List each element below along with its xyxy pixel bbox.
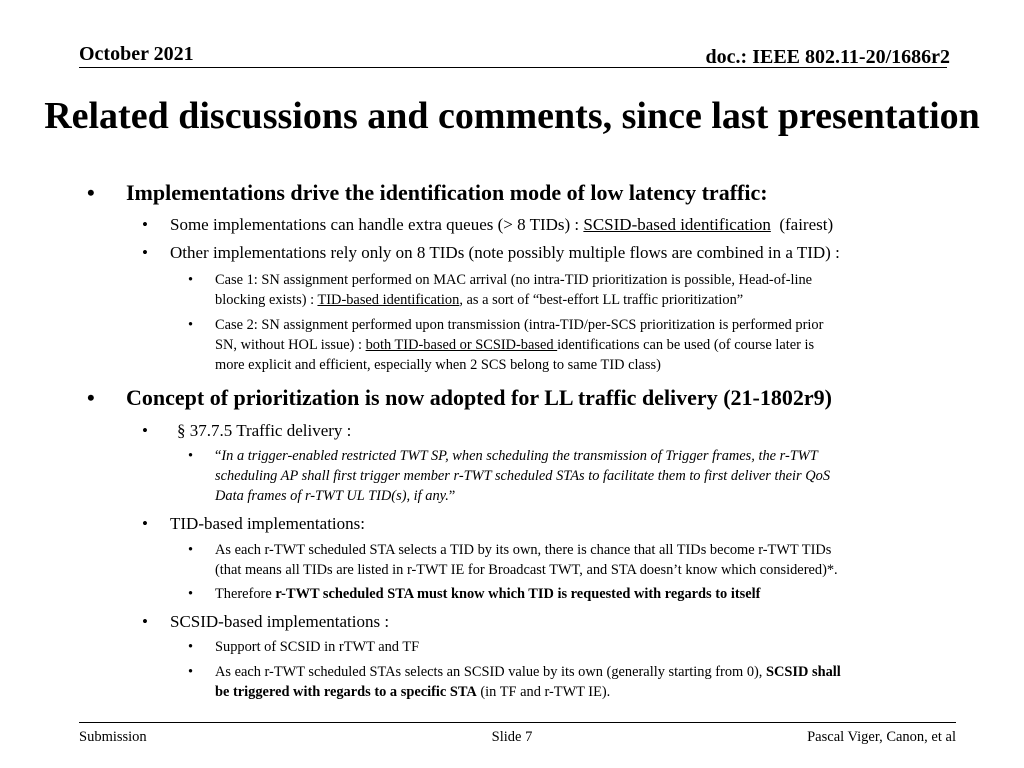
case-1-line-2: [215, 290, 743, 310]
bullet-prioritization: Concept of prioritization is now adopted for LL traffic delivery (21-1802r9): [126, 385, 832, 410]
bullet-marker: •: [188, 586, 194, 602]
quote-line-3: [215, 486, 455, 506]
header-date: October 2021: [79, 43, 194, 65]
bullet-marker: •: [188, 639, 194, 655]
case-2-line-1: Case 2: SN assignment performed upon transmission (intra-TID/per-SCS prioritization is performed prior: [215, 317, 824, 333]
sub-bullet-extra-queues: [170, 214, 833, 236]
text-segment: blocking exists) :: [215, 292, 318, 308]
footer-author: Pascal Viger, Canon, et al: [807, 729, 956, 745]
bullet-implementations: Implementations drive the identification mode of low latency traffic:: [126, 180, 768, 205]
tid-note-line-1: As each r-TWT scheduled STA selects a TID by its own, there is chance that all TIDs become r-TWT TIDs: [215, 542, 832, 558]
slide-title: Related discussions and comments, since last presentation: [44, 95, 980, 137]
case-1-line-1: Case 1: SN assignment performed on MAC arrival (no intra-TID prioritization is possible, Head-of-line: [215, 272, 813, 288]
text-segment: As each r-TWT scheduled STAs selects an SCSID value by its own (generally starting from 0),: [215, 664, 767, 680]
text-segment: , as a sort of “best-effort LL traffic prioritization”: [459, 292, 744, 308]
tid-therefore-line: [215, 584, 760, 604]
both-identification-term: both TID-based or SCSID-based: [365, 337, 558, 353]
bullet-marker: •: [142, 514, 148, 533]
bullet-marker: •: [188, 664, 194, 680]
case-2-line-2: [215, 335, 814, 355]
bullet-marker: •: [188, 542, 194, 558]
quote-line-2: scheduling AP shall first trigger member r-TWT scheduled STAs to facilitate them to first deliver their QoS: [215, 468, 831, 484]
text-segment: be triggered with regards to a specific STA: [215, 684, 477, 700]
tid-identification-term: TID-based identification: [317, 292, 460, 308]
text-segment: identifications can be used (of course later is: [557, 337, 815, 353]
quote-mark: “: [215, 448, 222, 464]
bullet-marker: •: [142, 215, 148, 234]
tid-note-line-2: (that means all TIDs are listed in r-TWT IE for Broadcast TWT, and STA doesn’t know which considered)*.: [215, 562, 838, 578]
footer-divider: [79, 722, 956, 723]
sub-bullet-scsid-based: SCSID-based implementations :: [170, 612, 390, 631]
bullet-marker: •: [188, 317, 194, 333]
text-segment: Some implementations can handle extra queues (> 8 TIDs) :: [170, 215, 584, 234]
text-segment: (fairest): [770, 215, 834, 234]
scsid-support-line: Support of SCSID in rTWT and TF: [215, 639, 420, 655]
quote-line-1: [215, 446, 818, 466]
scsid-identification-term: SCSID-based identification: [583, 215, 771, 234]
text-segment: SN, without HOL issue) :: [215, 337, 366, 353]
text-segment: In a trigger-enabled restricted TWT SP, when scheduling the transmission of Trigger frames, the r-TWT: [221, 448, 818, 464]
header-divider: [79, 67, 947, 68]
bullet-marker: •: [188, 272, 194, 288]
text-segment: Therefore: [215, 586, 276, 602]
bullet-marker: •: [188, 448, 194, 464]
case-2-line-3: more explicit and efficient, especially when 2 SCS belong to same TID class): [215, 357, 661, 373]
text-segment: r-TWT scheduled STA must know which TID is requested with regards to itself: [275, 586, 761, 602]
footer-slide-number: Slide 7: [491, 729, 533, 745]
header-doc-id: doc.: IEEE 802.11-20/1686r2: [705, 46, 950, 68]
scsid-note-line-1: [215, 662, 841, 682]
text-segment: Data frames of r-TWT UL TID(s), if any.: [215, 488, 449, 504]
bullet-marker: •: [87, 385, 95, 410]
text-segment: (in TF and r-TWT IE).: [476, 684, 611, 700]
bullet-marker: •: [142, 421, 148, 440]
text-segment: SCSID shall: [766, 664, 841, 680]
bullet-marker: •: [87, 180, 95, 205]
scsid-note-line-2: [215, 682, 610, 702]
bullet-marker: •: [142, 243, 148, 262]
bullet-marker: •: [142, 612, 148, 631]
quote-mark: ”: [448, 488, 456, 504]
sub-bullet-traffic-delivery: § 37.7.5 Traffic delivery :: [177, 421, 352, 440]
sub-bullet-8-tids: Other implementations rely only on 8 TIDs (note possibly multiple flows are combined in a TID) :: [170, 243, 840, 262]
footer-submission: Submission: [79, 729, 147, 745]
sub-bullet-tid-based: TID-based implementations:: [170, 514, 365, 533]
